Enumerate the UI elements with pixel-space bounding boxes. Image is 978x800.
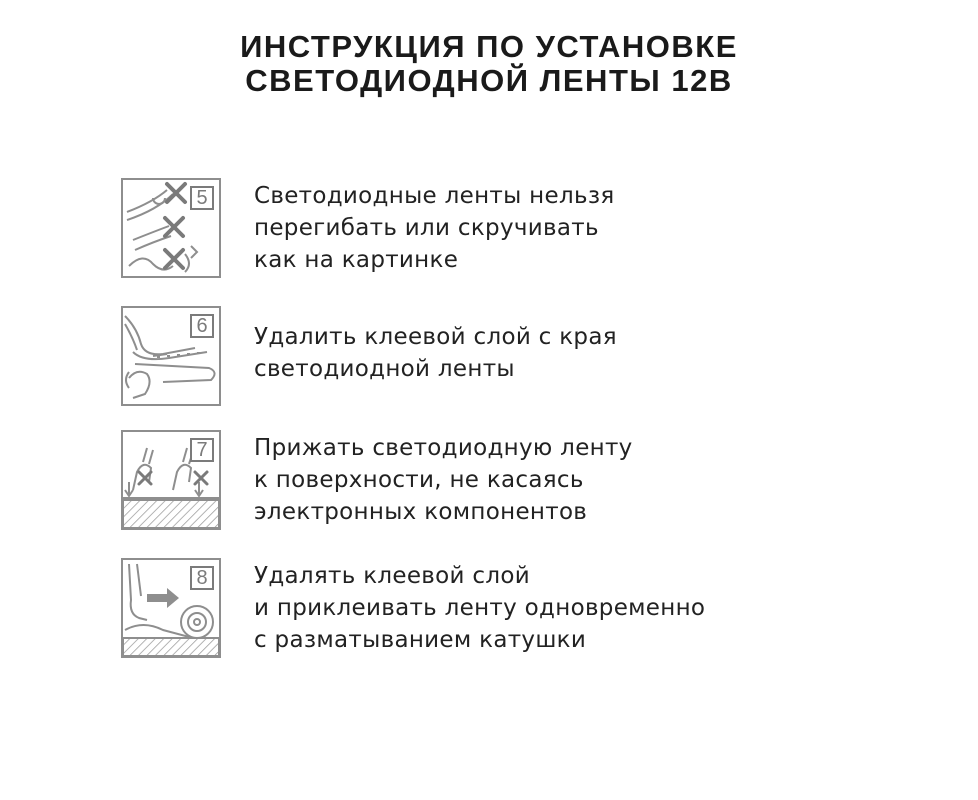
no-bend-no-twist-icon <box>121 178 221 278</box>
page-title-line-2: СВЕТОДИОДНОЙ ЛЕНТЫ 12В <box>245 63 733 98</box>
step-text-line: электронных компонентов <box>254 499 588 525</box>
page-title-line-1: ИНСТРУКЦИЯ ПО УСТАНОВКЕ <box>240 29 738 64</box>
step-text-line: Удалить клеевой слой с края <box>254 324 617 350</box>
step-text-line: светодиодной ленты <box>254 356 515 382</box>
unwind-reel-icon <box>121 558 221 658</box>
step-text-line: как на картинке <box>254 247 459 273</box>
step-text <box>254 432 814 528</box>
press-tape-icon <box>121 430 221 530</box>
step-text-line: и приклеивать ленту одновременно <box>254 595 706 621</box>
step-number-badge: 6 <box>190 314 214 338</box>
step-number-badge: 7 <box>190 438 214 462</box>
step-text <box>254 321 814 385</box>
step-text-line: Прижать светодиодную ленту <box>254 435 633 461</box>
step-text-line: Светодиодные ленты нельзя <box>254 183 615 209</box>
step-text-line: перегибать или скручивать <box>254 215 599 241</box>
step-text-line: Удалять клеевой слой <box>254 563 530 589</box>
step-text <box>254 180 814 276</box>
step-number-badge: 5 <box>190 186 214 210</box>
page-title <box>0 30 978 98</box>
step-text-line: с разматыванием катушки <box>254 627 587 653</box>
step-number-badge: 8 <box>190 566 214 590</box>
peel-adhesive-icon <box>121 306 221 406</box>
step-text-line: к поверхности, не касаясь <box>254 467 584 493</box>
step-text <box>254 560 814 656</box>
